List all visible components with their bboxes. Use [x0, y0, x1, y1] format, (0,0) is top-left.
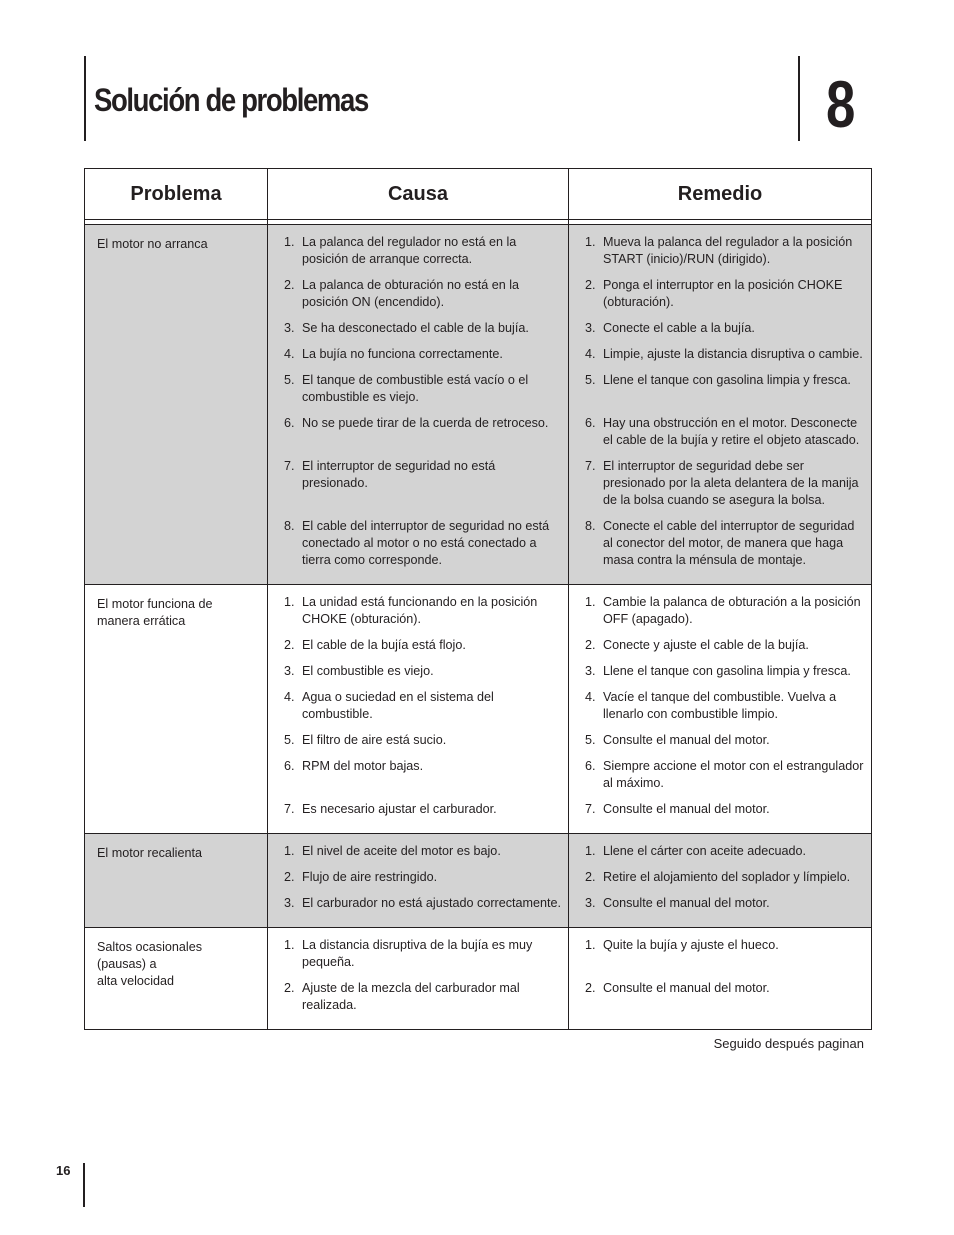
remedy-item [569, 346, 865, 363]
problem-cell [85, 585, 268, 834]
cause-item-number: 2. [284, 870, 295, 884]
table-row [85, 834, 872, 928]
cause-item-number: 5. [284, 373, 295, 387]
remedy-item-text: Conecte y ajuste el cable de la bujía. [603, 638, 809, 652]
remedy-item-text: Consulte el manual del motor. [603, 981, 770, 995]
cause-item-text: El nivel de aceite del motor es bajo. [302, 844, 501, 858]
remedy-item-number: 1. [585, 844, 596, 858]
remedy-item-text: Mueva la palanca del regulador a la posición START (inicio)/RUN (dirigido). [603, 235, 853, 266]
cause-item-number: 8. [284, 519, 295, 533]
cause-item-number: 2. [284, 981, 295, 995]
remedy-item-text: Llene el tanque con gasolina limpia y fresca. [603, 664, 851, 678]
problem-text: El motor funciona de manera errática [97, 597, 213, 628]
cause-item-text: No se puede tirar de la cuerda de retroceso. [302, 416, 549, 430]
problem-cell [85, 225, 268, 585]
cause-item-number: 4. [284, 347, 295, 361]
cause-item-text: La palanca del regulador no está en la posición de arranque correcta. [302, 235, 517, 266]
problem-cell [85, 834, 268, 928]
remedy-item [569, 458, 865, 509]
remedy-item-number: 7. [585, 459, 596, 473]
cause-item [268, 843, 562, 860]
cause-item-number: 3. [284, 321, 295, 335]
cause-item [268, 895, 562, 912]
title-left-rule [84, 56, 86, 141]
chapter-divider-rule [798, 56, 800, 141]
cause-item-text: La unidad está funcionando en la posición CHOKE (obturación). [302, 595, 538, 626]
cause-item [268, 637, 562, 654]
remedy-item-number: 3. [585, 664, 596, 678]
remedy-item-number: 1. [585, 235, 596, 249]
cause-item-number: 1. [284, 938, 295, 952]
remedy-item-text: Vacíe el tanque del combustible. Vuelva a llenarlo con combustible limpio. [603, 690, 837, 721]
remedy-item-text: Conecte el cable del interruptor de seguridad al conector del motor, de manera que haga masa contra la ménsula de montaje. [603, 519, 855, 567]
remedy-item-number: 4. [585, 690, 596, 704]
remedy-item-number: 6. [585, 416, 596, 430]
cause-item-text: El interruptor de seguridad no está presionado. [302, 459, 496, 490]
remedy-item [569, 320, 865, 337]
remedy-item [569, 758, 865, 792]
cause-item-number: 6. [284, 416, 295, 430]
cause-item-number: 4. [284, 690, 295, 704]
remedy-item-text: Hay una obstrucción en el motor. Desconecte el cable de la bujía y retire el objeto atascado. [603, 416, 860, 447]
cause-item-number: 3. [284, 664, 295, 678]
cause-item [268, 346, 562, 363]
page-number-rule [83, 1163, 85, 1207]
remedy-list [569, 585, 871, 833]
remedy-item-text: Consulte el manual del motor. [603, 896, 770, 910]
cause-cell [268, 834, 569, 928]
remedy-cell [569, 225, 872, 585]
page-number: 16 [56, 1163, 71, 1178]
remedy-item-number: 5. [585, 373, 596, 387]
remedy-item-text: Consulte el manual del motor. [603, 733, 770, 747]
cause-item [268, 458, 562, 509]
remedy-list [569, 834, 871, 927]
remedy-item [569, 234, 865, 268]
cause-item [268, 732, 562, 749]
cause-item [268, 937, 562, 971]
remedy-item [569, 843, 865, 860]
cause-item-text: El cable de la bujía está flojo. [302, 638, 466, 652]
cause-item-text: El cable del interruptor de seguridad no está conectado al motor o no está conectado a tierra como corresponde. [302, 519, 550, 567]
remedy-item-text: Limpie, ajuste la distancia disruptiva o cambie. [603, 347, 863, 361]
cause-item-number: 5. [284, 733, 295, 747]
remedy-item-number: 6. [585, 759, 596, 773]
cause-item-text: RPM del motor bajas. [302, 759, 424, 773]
remedy-item-number: 8. [585, 519, 596, 533]
remedy-item-number: 1. [585, 938, 596, 952]
cause-item-number: 1. [284, 235, 295, 249]
remedy-item-text: Siempre accione el motor con el estrangulador al máximo. [603, 759, 864, 790]
remedy-item-number: 3. [585, 321, 596, 335]
remedy-cell [569, 928, 872, 1030]
cause-item-text: Flujo de aire restringido. [302, 870, 438, 884]
cause-item [268, 801, 562, 818]
remedy-item-text: Cambie la palanca de obturación a la posición OFF (apagado). [603, 595, 861, 626]
remedy-list [569, 225, 871, 584]
cause-list [268, 225, 568, 584]
cause-item-text: El carburador no está ajustado correctamente. [302, 896, 562, 910]
cause-item [268, 980, 562, 1014]
problem-cell [85, 928, 268, 1030]
cause-item-text: El filtro de aire está sucio. [302, 733, 447, 747]
cause-item-text: Ajuste de la mezcla del carburador mal realizada. [302, 981, 520, 1012]
cause-item-text: La palanca de obturación no está en la posición ON (encendido). [302, 278, 520, 309]
troubleshooting-table-wrapper [84, 168, 871, 1030]
remedy-item-text: Llene el tanque con gasolina limpia y fresca. [603, 373, 851, 387]
cause-list [268, 928, 568, 1029]
problem-text: El motor recalienta [97, 846, 202, 860]
troubleshooting-table [84, 168, 872, 1030]
cause-item-text: Se ha desconectado el cable de la bujía. [302, 321, 529, 335]
remedy-item-text: Quite la bujía y ajuste el hueco. [603, 938, 779, 952]
column-header-problem: Problema [85, 169, 268, 220]
table-body [85, 225, 872, 1030]
cause-item-number: 6. [284, 759, 295, 773]
remedy-item [569, 937, 865, 971]
table-row [85, 585, 872, 834]
table-header-row [85, 169, 872, 220]
cause-item [268, 234, 562, 268]
cause-item [268, 869, 562, 886]
cause-item-number: 2. [284, 638, 295, 652]
cause-item-text: La distancia disruptiva de la bujía es muy pequeña. [302, 938, 533, 969]
remedy-item [569, 895, 865, 912]
cause-item [268, 594, 562, 628]
cause-item [268, 372, 562, 406]
remedy-item-number: 2. [585, 981, 596, 995]
page-title: Solución de problemas [94, 82, 368, 118]
remedy-item-number: 2. [585, 278, 596, 292]
cause-item-number: 1. [284, 595, 295, 609]
column-header-remedy: Remedio [569, 169, 872, 220]
remedy-item-text: Llene el cárter con aceite adecuado. [603, 844, 807, 858]
remedy-cell [569, 585, 872, 834]
remedy-item-text: Consulte el manual del motor. [603, 802, 770, 816]
remedy-item [569, 801, 865, 818]
remedy-item-text: Conecte el cable a la bujía. [603, 321, 755, 335]
cause-item-text: El tanque de combustible está vacío o el combustible es viejo. [302, 373, 529, 404]
cause-item [268, 663, 562, 680]
cause-item [268, 689, 562, 723]
remedy-item-number: 7. [585, 802, 596, 816]
cause-item-text: La bujía no funciona correctamente. [302, 347, 503, 361]
cause-item-number: 3. [284, 896, 295, 910]
cause-item [268, 415, 562, 449]
cause-item [268, 277, 562, 311]
cause-item [268, 758, 562, 792]
cause-item [268, 518, 562, 569]
column-header-cause: Causa [268, 169, 569, 220]
cause-cell [268, 928, 569, 1030]
remedy-item [569, 415, 865, 449]
remedy-cell [569, 834, 872, 928]
remedy-item [569, 277, 865, 311]
remedy-item [569, 594, 865, 628]
remedy-item-number: 3. [585, 896, 596, 910]
remedy-item-number: 2. [585, 870, 596, 884]
cause-item-number: 2. [284, 278, 295, 292]
cause-item-text: Agua o suciedad en el sistema del combustible. [302, 690, 494, 721]
continued-note: Seguido después paginan [713, 1036, 864, 1051]
table-row [85, 225, 872, 585]
remedy-item [569, 663, 865, 680]
cause-item [268, 320, 562, 337]
remedy-item-number: 5. [585, 733, 596, 747]
remedy-item-text: El interruptor de seguridad debe ser presionado por la aleta delantera de la manija de la bolsa cuando se asegura la bolsa. [603, 459, 859, 507]
remedy-item-number: 4. [585, 347, 596, 361]
chapter-number: 8 [826, 67, 856, 141]
remedy-item [569, 372, 865, 406]
cause-item-text: El combustible es viejo. [302, 664, 434, 678]
remedy-item [569, 980, 865, 1014]
cause-cell [268, 585, 569, 834]
remedy-item [569, 637, 865, 654]
remedy-item [569, 732, 865, 749]
problem-text: El motor no arranca [97, 237, 208, 251]
cause-list [268, 585, 568, 833]
remedy-item-text: Ponga el interruptor en la posición CHOKE (obturación). [603, 278, 843, 309]
cause-item-number: 1. [284, 844, 295, 858]
remedy-item [569, 869, 865, 886]
remedy-item-number: 1. [585, 595, 596, 609]
remedy-list [569, 928, 871, 1029]
cause-cell [268, 225, 569, 585]
remedy-item-text: Retire el alojamiento del soplador y límpielo. [603, 870, 851, 884]
remedy-item [569, 689, 865, 723]
cause-item-text: Es necesario ajustar el carburador. [302, 802, 497, 816]
cause-item-number: 7. [284, 459, 295, 473]
remedy-item-number: 2. [585, 638, 596, 652]
table-row [85, 928, 872, 1030]
remedy-item [569, 518, 865, 569]
cause-item-number: 7. [284, 802, 295, 816]
cause-list [268, 834, 568, 927]
problem-text: Saltos ocasionales (pausas) a alta velocidad [97, 940, 203, 988]
